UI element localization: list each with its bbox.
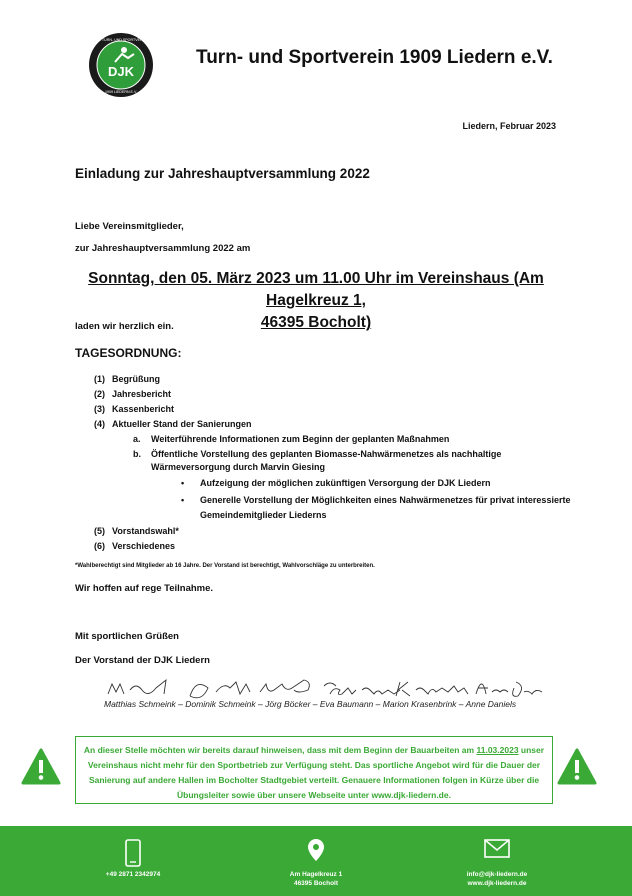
signers-names: Matthias Schmeink – Dominik Schmeink – Jörg Böcker – Eva Baumann – Marion Krasenbrink – Anne Daniels bbox=[104, 699, 517, 709]
email-link[interactable]: info@djk-liedern.de bbox=[466, 871, 528, 878]
djk-logo bbox=[88, 32, 154, 98]
notice-date: 11.03.2023 bbox=[476, 745, 519, 755]
hope-text: Wir hoffen auf rege Teilnahme. bbox=[75, 583, 214, 594]
salutation: Liebe Vereinsmitglieder, bbox=[75, 221, 184, 232]
construction-notice: An dieser Stelle möchten wir bereits darauf hinweisen, dass mit dem Beginn der Bauarbeiten am 11.03.2023 unser Vereinshaus nicht mehr für den Sportbetrieb zur Verfügung steht. Das sportliche Angebot wird für die Dauer der Sanierung auf andere Hallen im Bocholter Stadtgebiet verteilt. Genauere Informationen folgen in Kürze über die Übungsleiter sowie über unsere Webseite unter www.djk-liedern.de. bbox=[75, 736, 553, 804]
svg-text:DJK: DJK bbox=[107, 64, 135, 79]
bullet-icon: • bbox=[181, 495, 185, 505]
meeting-headline: Sonntag, den 05. März 2023 um 11.00 Uhr im Vereinshaus (Am Hagelkreuz 1, 46395 Bocholt) bbox=[88, 270, 544, 331]
intro-text: zur Jahreshauptversammlung 2022 am bbox=[75, 243, 251, 254]
letter-date: Liedern, Februar 2023 bbox=[462, 121, 556, 131]
closing-text: Mit sportlichen Grüßen bbox=[75, 631, 179, 642]
website-link[interactable]: www.djk-liedern.de bbox=[467, 880, 527, 887]
letter-subject: Einladung zur Jahreshauptversammlung 2022 bbox=[75, 166, 370, 181]
board-text: Der Vorstand der DJK Liedern bbox=[75, 655, 210, 666]
invite-text: laden wir herzlich ein. bbox=[75, 321, 174, 332]
warning-icon bbox=[557, 748, 597, 786]
agenda-title: TAGESORDNUNG: bbox=[75, 346, 182, 360]
svg-text:DER TURN- UND SPORTVEREIN: DER TURN- UND SPORTVEREIN bbox=[93, 38, 149, 42]
svg-text:1909 LIEDERN E.V.: 1909 LIEDERN E.V. bbox=[104, 90, 138, 94]
footer-contact bbox=[437, 826, 557, 896]
organization-name: Turn- und Sportverein 1909 Liedern e.V. bbox=[196, 47, 553, 68]
location-pin-icon bbox=[308, 839, 324, 861]
footer-phone: +49 2871 2342974 bbox=[73, 826, 193, 896]
mail-icon bbox=[484, 839, 510, 858]
warning-icon bbox=[21, 748, 61, 786]
footer-address: Am Hagelkreuz 1 46395 Bocholt bbox=[256, 826, 376, 896]
signatures-image bbox=[104, 676, 544, 700]
bullet-icon: • bbox=[181, 478, 185, 488]
phone-icon bbox=[125, 839, 141, 867]
footer bbox=[0, 826, 632, 896]
footnote: *Wahlberechtigt sind Mitglieder ab 16 Jahre. Der Vorstand ist berechtigt, Wahlvorschläge zu unterbreiten. bbox=[75, 563, 375, 569]
